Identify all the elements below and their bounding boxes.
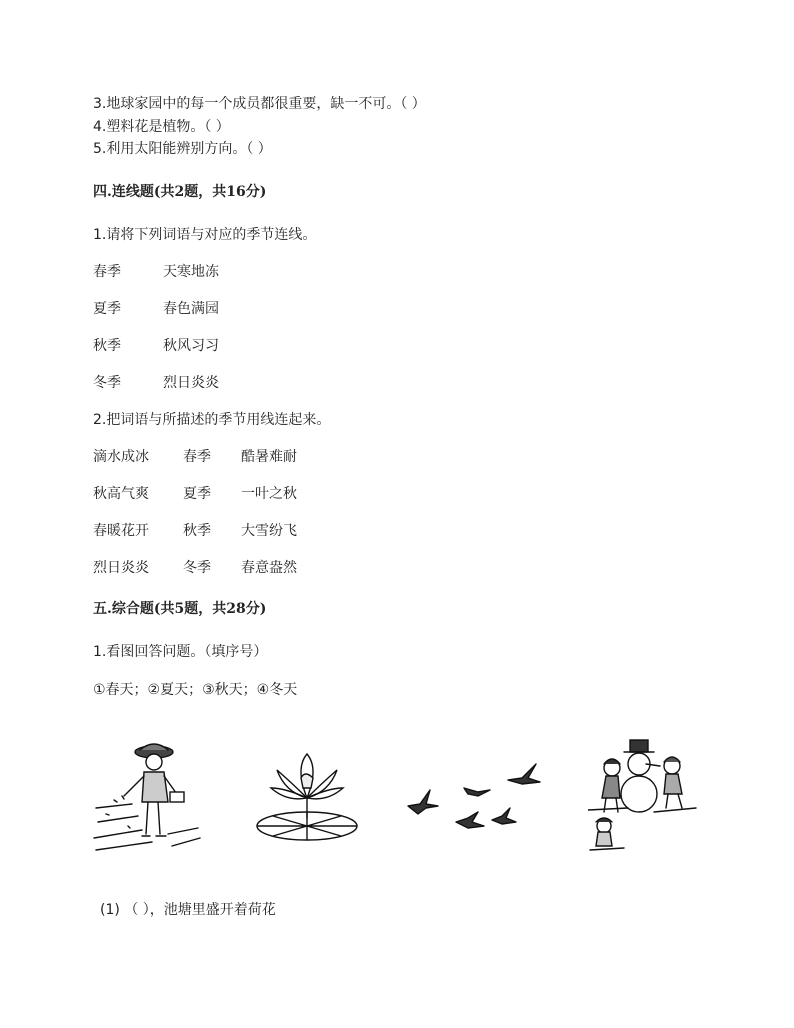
q2-left-1: 滴水成冰 [93, 449, 149, 465]
q2-right-2: 一叶之秋 [241, 486, 297, 502]
q2-right-1: 酷暑难耐 [241, 449, 297, 465]
q1-season-summer: 夏季 [93, 301, 121, 317]
tf-item-3: 3.地球家园中的每一个成员都很重要，缺一不可。（ ） [93, 96, 426, 112]
q1-prompt: 1.请将下列词语与对应的季节连线。 [93, 227, 317, 243]
section-5-heading: 五.综合题(共5题，共28分) [93, 601, 267, 617]
q2-left-4: 烈日炎炎 [93, 560, 149, 576]
q2-season-4: 冬季 [183, 560, 211, 576]
q2-right-3: 大雪纷飞 [241, 523, 297, 539]
sub-question-1: (1) （ ），池塘里盛开着荷花 [100, 902, 276, 918]
sowing-farmer-illustration [92, 738, 202, 860]
q2-season-1: 春季 [183, 449, 211, 465]
q2-season-2: 夏季 [183, 486, 211, 502]
q1-season-autumn: 秋季 [93, 338, 121, 354]
q1-season-spring: 春季 [93, 264, 121, 280]
s5-q1-prompt: 1.看图回答问题。（填序号） [93, 644, 268, 660]
q1-phrase-2: 春色满园 [163, 301, 219, 317]
season-options: ①春天；②夏天；③秋天；④冬天 [93, 682, 298, 698]
q1-season-winter: 冬季 [93, 375, 121, 391]
q2-prompt: 2.把词语与所描述的季节用线连起来。 [93, 412, 331, 428]
q2-right-4: 春意盎然 [241, 560, 297, 576]
q1-phrase-1: 天寒地冻 [163, 264, 219, 280]
q2-left-3: 春暖花开 [93, 523, 149, 539]
q1-phrase-4: 烈日炎炎 [163, 375, 219, 391]
tf-item-5: 5.利用太阳能辨别方向。（ ） [93, 141, 272, 157]
q1-phrase-3: 秋风习习 [163, 338, 219, 354]
tf-item-4: 4.塑料花是植物。（ ） [93, 119, 230, 135]
snowman-children-illustration [588, 736, 700, 854]
section-4-heading: 四.连线题(共2题，共16分) [93, 184, 267, 200]
q2-season-3: 秋季 [183, 523, 211, 539]
flying-geese-illustration [404, 760, 544, 836]
lotus-pond-illustration [255, 748, 359, 842]
q2-left-2: 秋高气爽 [93, 486, 149, 502]
